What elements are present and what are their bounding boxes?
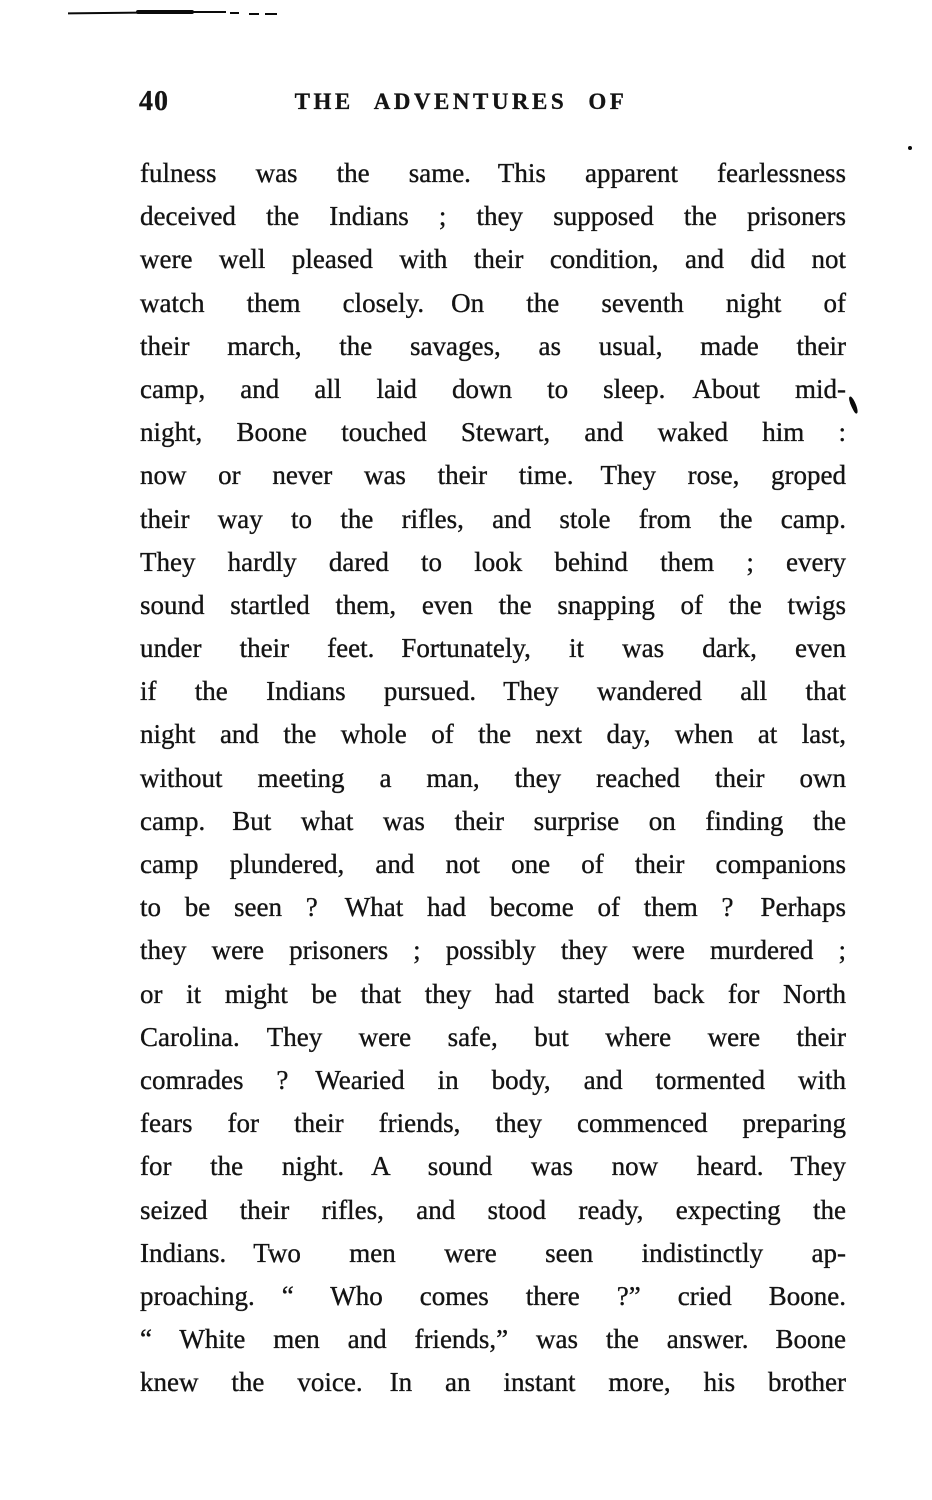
scan-artifact-line-segment xyxy=(265,13,277,15)
scan-artifact-ink-dot xyxy=(908,146,912,150)
text-line: watch them closely. On the seventh night of xyxy=(140,287,846,318)
scan-artifact-ink-tick xyxy=(847,396,859,414)
text-line: night and the whole of the next day, when at last, xyxy=(140,719,846,750)
text-line: camp. But what was their surprise on finding the xyxy=(140,805,846,836)
scan-artifact-line-segment xyxy=(68,12,140,15)
scan-artifact-line-segment xyxy=(249,13,259,15)
text-line: or it might be that they had started back for North xyxy=(140,978,846,1009)
body-text xyxy=(140,152,846,1404)
text-line: they were prisoners ; possibly they were murdered ; xyxy=(140,935,846,966)
text-line: without meeting a man, they reached their own xyxy=(140,762,846,793)
text-line: “ White men and friends,” was the answer. Boone xyxy=(140,1324,846,1355)
text-line: if the Indians pursued. They wandered all that xyxy=(140,676,846,707)
text-line: seized their rifles, and stood ready, expecting the xyxy=(140,1194,846,1225)
scan-artifact-line-segment xyxy=(192,11,226,13)
page-number: 40 xyxy=(139,86,169,117)
scan-artifact-line-segment xyxy=(136,10,194,14)
text-line: night, Boone touched Stewart, and waked him : xyxy=(140,417,846,448)
text-line: were well pleased with their condition, and did not xyxy=(140,244,846,275)
text-line: for the night. A sound was now heard. They xyxy=(140,1151,846,1182)
text-line: Indians. Two men were seen indistinctly ap- xyxy=(140,1237,846,1268)
text-line: sound startled them, even the snapping of the twigs xyxy=(140,589,846,620)
text-line: now or never was their time. They rose, groped xyxy=(140,460,846,491)
scan-artifact-line-segment xyxy=(230,12,239,14)
text-line: their way to the rifles, and stole from the camp. xyxy=(140,503,846,534)
page-header xyxy=(0,86,932,120)
text-line: fears for their friends, they commenced preparing xyxy=(140,1108,846,1139)
text-line: knew the voice. In an instant more, his brother xyxy=(140,1367,846,1398)
text-line: Carolina. They were safe, but where were their xyxy=(140,1021,846,1052)
text-line: fulness was the same. This apparent fearlessness xyxy=(140,158,846,188)
text-line: comrades ? Wearied in body, and tormented with xyxy=(140,1064,846,1095)
text-line: deceived the Indians ; they supposed the prisoners xyxy=(140,201,846,232)
text-line: their march, the savages, as usual, made their xyxy=(140,330,846,361)
text-line: under their feet. Fortunately, it was dark, even xyxy=(140,633,846,664)
running-header: THE ADVENTURES OF xyxy=(294,89,628,114)
text-line: camp, and all laid down to sleep. About mid- xyxy=(140,373,846,404)
text-line: camp plundered, and not one of their companions xyxy=(140,849,846,879)
text-line: They hardly dared to look behind them ; every xyxy=(140,546,846,577)
text-line: proaching. “ Who comes there ?” cried Boone. xyxy=(140,1280,846,1311)
text-line: to be seen ? What had become of them ? Perhaps xyxy=(140,892,846,923)
